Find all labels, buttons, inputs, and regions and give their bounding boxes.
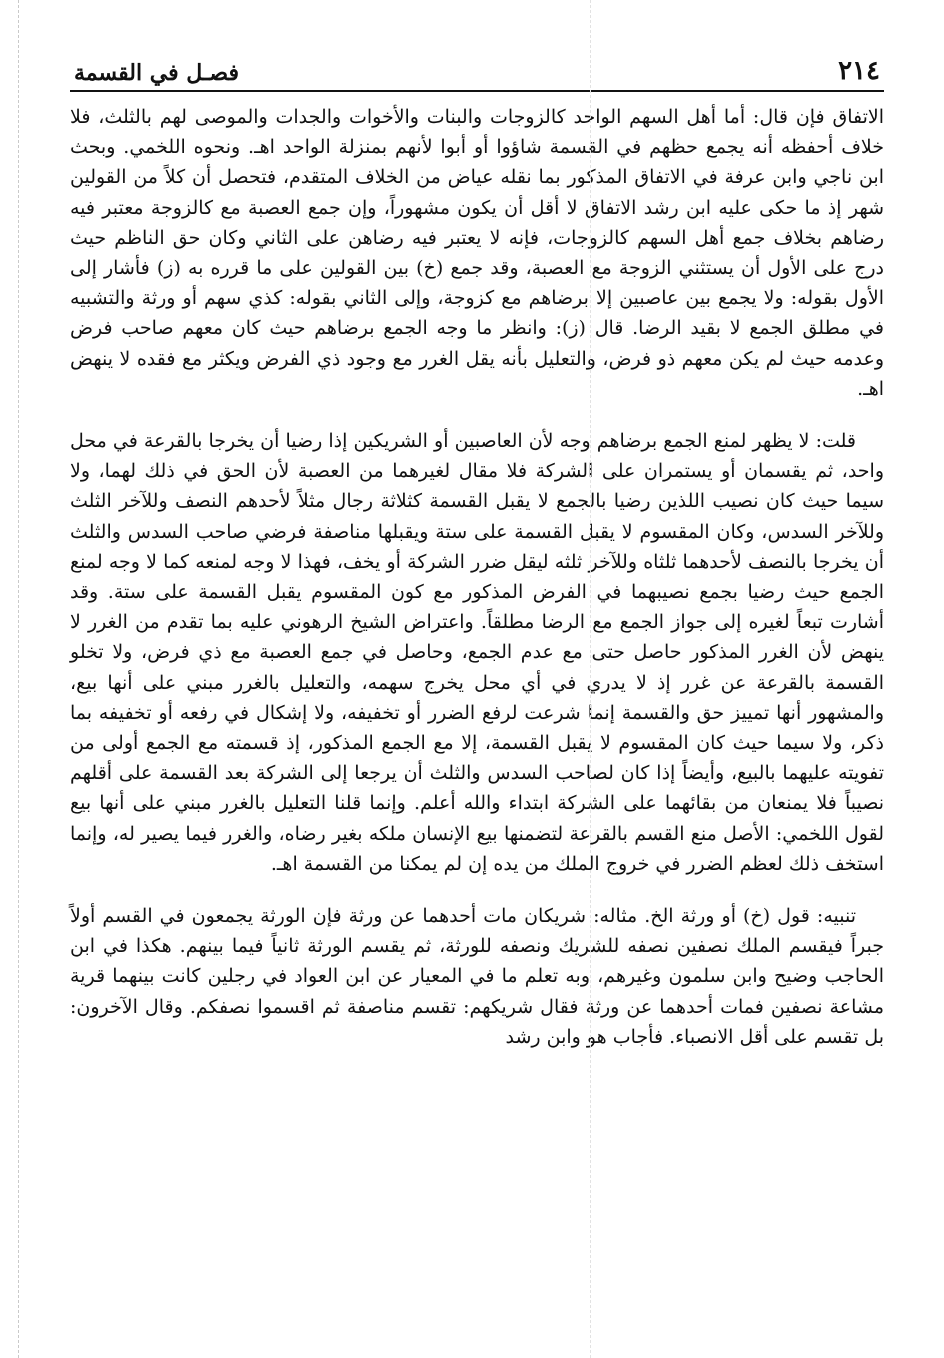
paragraph-2: قلت: لا يظهر لمنع الجمع برضاهم وجه لأن العاصبين أو الشريكين إذا رضيا أن يخرجا بالقرعة في محل واحد، ثم يقسمان أو يستمران على الشركة فلا مقال لغيرهما من العصبة لأن الحق في ذلك لهما، ولا سيما حيث كان نصيب اللذين رضيا بالجمع لا يقبل القسمة كثلاثة رجال مثلاً لأحدهم النصف وللآخر الثلث وللآخر السدس، وكان المقسوم لا يقبل القسمة على ستة ويقبلها مناصفة فرضي صاحب السدس والثلث أن يخرجا بالنصف لأحدهما ثلثاه وللآخر ثلثه ليقل ضرر الشركة أو يخف، فهذا لا وجه لمنعه كما لا وجه لمنع الجمع حيث رضيا بجمع نصيبهما في الفرض المذكور مع كون المقسوم يقبل القسمة على ستة. وقد أشارت تبعاً لغيره إلى جواز الجمع مع الرضا مطلقاً. واعتراض الشيخ الرهوني عليه بما تقدم من الغرر لا ينهض لأن الغرر المذكور حاصل حتى مع عدم الجمع، وحاصل في جمع العصبة مع ذي فرض، ولا تخلو القسمة بالقرعة عن غرر إذ لا يدري في أي محل يخرج سهمه، والتعليل بالغرر مبني على أنها بيع، والمشهور أنها تمييز حق والقسمة إنما شرعت لرفع الضرر أو تخفيفه، ولا إشكال في رفعه أو تخفيفه بما ذكر، ولا سيما حيث كان المقسوم لا يقبل القسمة، إلا مع الجمع المذكور، إذ قسمته مع الجمع أولى من تفويته عليهما بالبيع، وأيضاً إذا كان لصاحب السدس والثلث أن يرجعا إلى الشركة بعد القسمة على أقلهم نصيباً فلا يمنعان من بقائهما على الشركة ابتداء والله أعلم. وإنما قلنا التعليل بالغرر مبني على أنها بيع لقول اللخمي: الأصل منع القسم بالقرعة لتضمنها بيع الإنسان ملكه بغير رضاه، والغرر فيما يصير له، وإنما استخف ذلك لعظم الضرر في خروج الملك من يده إن لم يمكنا من القسمة اهـ. [70,430,884,875]
paragraph-1: الاتفاق فإن قال: أما أهل السهم الواحد كالزوجات والبنات والأخوات والجدات والموصى لهم بالثلث، فلا خلاف أحفظه أنه يجمع حظهم في القسمة شاؤوا أو أبوا لأنهم بمنزلة الواحد اهـ. ونحوه اللخمي. وبحث ابن ناجي وابن عرفة في الاتفاق المذكور بما نقله عياض من الخلاف المتقدم، فتحصل أن كلاً من القولين شهر إذ ما حكى عليه ابن رشد الاتفاق لا أقل أن يكون مشهوراً، وإن جمع العصبة مع كالزوجة معتبر فيه رضاهم بخلاف جمع أهل السهم كالزوجات، فإنه لا يعتبر فيه رضاهن على الثاني وكان حق الناظم حيث درج على الأول أن يستثني الزوجة مع العصبة، وقد جمع (خ) بين القولين على ما قرره به (ز) فأشار إلى الأول بقوله: ولا يجمع بين عاصبين إلا برضاهم مع كزوجة، وإلى الثاني بقوله: كذي سهم أو ورثة والتشبيه في مطلق الجمع لا بقيد الرضا. قال (ز): وانظر ما وجه الجمع برضاهم حيث كان معهم صاحب فرض وعدمه حيث لم يكن معهم ذو فرض، والتعليل بأنه يقل الغرر مع وجود ذي الفرض ويكثر مع فقده لا ينهض اهـ. [70,106,884,400]
page-body [70,102,884,1052]
scan-fold-line-center [590,0,591,1358]
page-number: ٢١٤ [838,56,880,86]
running-title: فصـل في القسمة [74,60,239,86]
scan-fold-line-left [18,0,19,1358]
page-header [70,38,884,92]
paragraph-3: تنبيه: قول (خ) أو ورثة الخ. مثاله: شريكان مات أحدهما عن ورثة فإن الورثة يجمعون في القسم أولاً جبراً فيقسم الملك نصفين نصفه للشريك ونصفه للورثة، ثم يقسم الورثة ثانياً فيما بينهم. هكذا في ابن الحاجب وضيح وابن سلمون وغيرهم، وبه تعلم ما في المعيار عن ابن العواد في رجلين كانت بينهما قرية مشاعة نصفين فمات أحدهما عن ورثة فقال شريكهم: تقسم مناصفة ثم اقسموا نصفكم. وقال الآخرون: بل تقسم على أقل الانصباء. فأجاب هو وابن رشد [70,905,884,1048]
